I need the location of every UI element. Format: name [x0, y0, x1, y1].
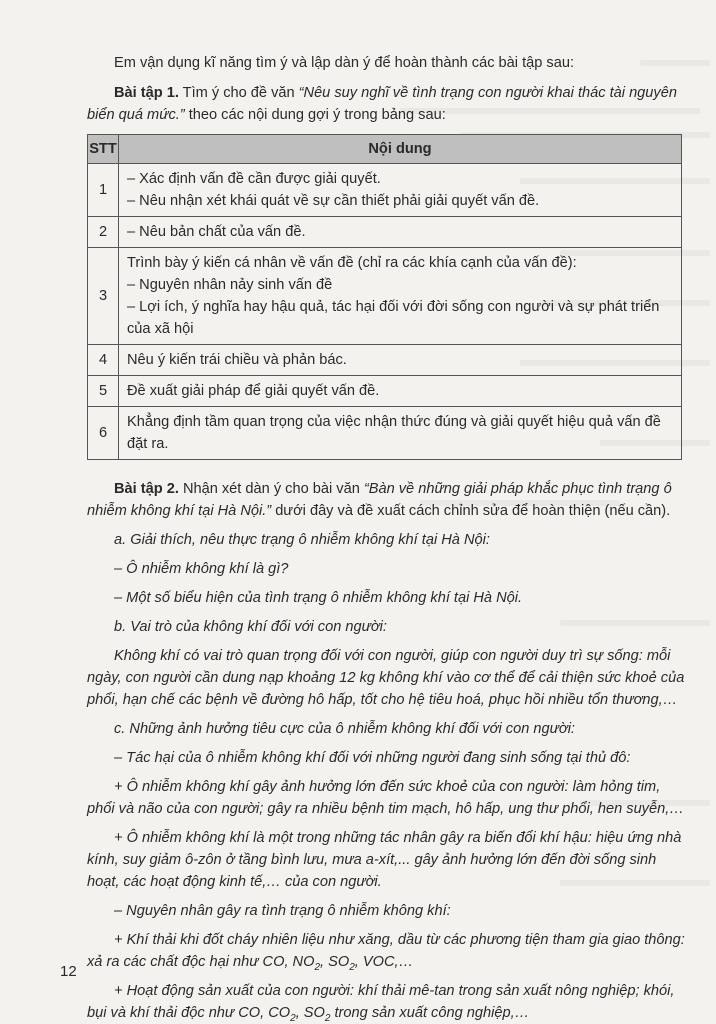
table-row: 4 Nêu ý kiến trái chiều và phản bác. — [88, 345, 682, 376]
outline-c-title: c. Những ảnh hưởng tiêu cực của ô nhiễm không khí đối với con người: — [114, 721, 575, 737]
outline-c-subitem: + Khí thải khi đốt cháy nhiên liệu như xăng, dầu từ các phương tiện tham gia giao thông: xả ra các chất độc hại như CO, $NO_2$, $SO_2$, VOC,… — [87, 932, 685, 973]
outline-c-subitem: + Ô nhiễm không khí gây ảnh hưởng lớn đến sức khoẻ của con người: làm hỏng tim, phổi và não của con người; gây ra nhiều bệnh tim mạch, hô hấp, ung thư phổi, hen suyễn,… — [87, 779, 684, 817]
outline-c-subitem: + Hoạt động sản xuất của con người: khí thải mê-tan trong sản xuất nông nghiệp; khói, bụi và khí thải độc như CO, $CO_2$, $SO_2$ trong sản xuất công nghiệp,… — [87, 983, 675, 1024]
table-row: 2 – Nêu bản chất của vấn đề. — [88, 217, 682, 248]
exercise-2-topic: “Bàn về những giải pháp khắc phục tình trạng ô nhiễm không khí tại Hà Nội.” — [87, 481, 672, 519]
outline-b-paragraph: Không khí có vai trò quan trọng đối với con người, giúp con người duy trì sự sống: mỗi ngày, con người cần dung nạp khoảng 12 kg không khí vào cơ thể để cải thiện sức khoẻ của phổi, hạn chế các bệnh về đường hô hấp, tốt cho hệ tiêu hoá, phục hồi nhiều tổn thương,… — [87, 648, 685, 708]
outline-a-title: a. Giải thích, nêu thực trạng ô nhiễm không khí tại Hà Nội: — [114, 532, 490, 548]
exercise-2-label: Bài tập 2. — [114, 481, 179, 497]
table-header-content: Nội dung — [119, 135, 682, 164]
outline — [87, 529, 687, 1024]
outline-c-subitem: + Ô nhiễm không khí là một trong những tác nhân gây ra biến đổi khí hậu: hiệu ứng nhà kính, suy giảm ô-zôn ở tầng bình lưu, mưa a-xít,... gây ảnh hưởng lớn đến đời sống sinh hoạt, các hoạt động kinh tế,… của con người. — [87, 830, 682, 890]
outline-b-title: b. Vai trò của không khí đối với con người: — [114, 619, 387, 635]
content-table — [87, 134, 682, 460]
exercise-1-topic: “Nêu suy nghĩ về tình trạng con người khai thác tài nguyên biển quá mức.” — [87, 85, 677, 123]
outline-c-item: – Tác hại của ô nhiễm không khí đối với những người đang sinh sống tại thủ đô: — [114, 750, 631, 766]
exercise-2-title: Bài tập 2. Nhận xét dàn ý cho bài văn “Bàn về những giải pháp khắc phục tình trạng ô nhiễm không khí tại Hà Nội.” dưới đây và đề xuất cách chỉnh sửa để hoàn thiện (nếu cần). — [87, 481, 672, 519]
exercise-1-title: Bài tập 1. Tìm ý cho đề văn “Nêu suy nghĩ về tình trạng con người khai thác tài nguyên biển quá mức.” theo các nội dung gợi ý trong bảng sau: — [87, 85, 677, 123]
table-row: 3 Trình bày ý kiến cá nhân về vấn đề (chỉ ra các khía cạnh của vấn đề): – Nguyên nhân nảy sinh vấn đề – Lợi ích, ý nghĩa hay hậu quả, tác hại đối với đời sống con người và sự phát triển của xã hội — [88, 248, 682, 345]
page-number: 12 — [60, 963, 77, 980]
outline-a-item: – Ô nhiễm không khí là gì? — [114, 561, 289, 577]
table-row: 6 Khẳng định tầm quan trọng của việc nhận thức đúng và giải quyết hiệu quả vấn đề đặt ra. — [88, 407, 682, 460]
intro-text: Em vận dụng kĩ năng tìm ý và lập dàn ý để hoàn thành các bài tập sau: — [114, 55, 575, 71]
exercise-1-label: Bài tập 1. — [114, 85, 179, 101]
page-content — [87, 40, 687, 1024]
outline-c-item: – Nguyên nhân gây ra tình trạng ô nhiễm không khí: — [114, 903, 451, 919]
table-row: 1 – Xác định vấn đề cần được giải quyết. – Nêu nhận xét khái quát về sự cần thiết phải giải quyết vấn đề. — [88, 164, 682, 217]
outline-a-item: – Một số biểu hiện của tình trạng ô nhiễm không khí tại Hà Nội. — [114, 590, 523, 606]
table-row: 5 Đề xuất giải pháp để giải quyết vấn đề. — [88, 376, 682, 407]
table-header-stt: STT — [88, 135, 119, 164]
